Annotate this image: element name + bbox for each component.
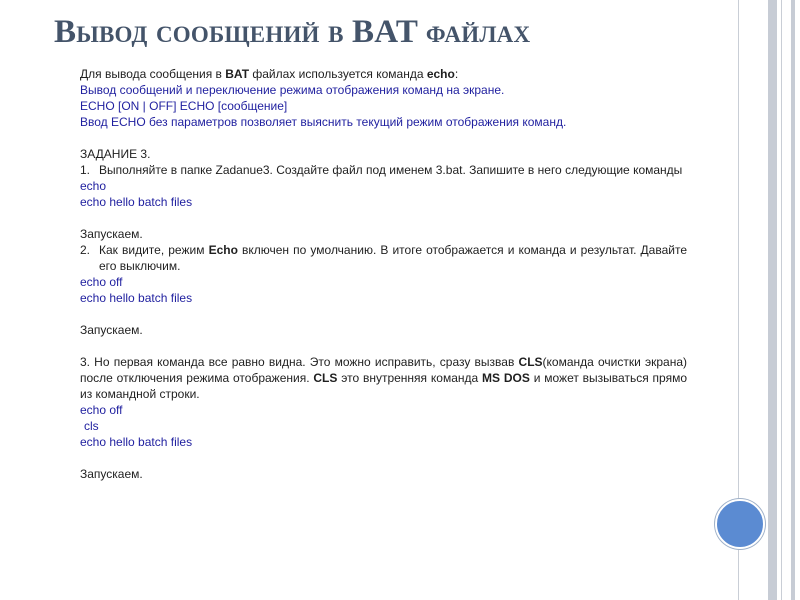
step-3-text-g: и может вызываться прямо из командной строки.	[80, 371, 687, 401]
step-2-text-a: Как видите, режим	[99, 243, 209, 257]
intro-text-2: файлах используется команда	[249, 67, 427, 81]
step-2-number: 2.	[80, 243, 91, 257]
step-1-number: 1.	[80, 163, 91, 177]
step-3-cls: CLS	[518, 355, 543, 369]
step-2-text-c: включен по умолчанию. В итоге отображается и команда и результат. Давайте его выключим.	[99, 243, 688, 273]
step-3-code-2: cls	[84, 419, 99, 433]
step-3-text-a: 3. Но первая команда все равно видна. Это можно исправить, сразу вызвав	[80, 355, 519, 369]
step-3-text	[80, 354, 687, 402]
step-1	[80, 162, 687, 178]
step-1-text: Выполняйте в папке Zadanue3. Создайте файл под именем 3.bat. Запишите в него следующие команды	[99, 163, 683, 177]
step-2-echo: Echo	[208, 243, 238, 257]
step-2-code-2: echo hello batch files	[80, 291, 193, 305]
step-2-code-1: echo off	[80, 275, 123, 289]
step-3-text-e: это внутренняя команда	[337, 371, 483, 385]
step-3-cls-2: CLS	[313, 371, 338, 385]
step-1-code-1: echo	[80, 179, 107, 193]
slide-body	[80, 66, 687, 482]
step-3-msdos: MS DOS	[482, 371, 530, 385]
step-2	[80, 242, 687, 274]
decorative-circle	[715, 499, 765, 549]
step-3-code-3: echo hello batch files	[80, 435, 193, 449]
step-2-run: Запускаем.	[80, 323, 143, 337]
intro-line-4: Ввод ECHO без параметров позволяет выяснить текущий режим отображения команд.	[80, 115, 567, 129]
intro-colon: :	[454, 67, 459, 81]
step-1-code-2: echo hello batch files	[80, 195, 193, 209]
page-title: Вывод сообщений в BAT файлах	[54, 14, 531, 50]
intro-echo: echo	[426, 67, 455, 81]
step-1-run: Запускаем.	[80, 227, 143, 241]
frame-stripe-thin	[791, 0, 795, 600]
step-3-text-c: (команда очистки экрана) после отключения режима отображения.	[80, 355, 687, 385]
step-3-code-1: echo off	[80, 403, 123, 417]
intro-bat: BAT	[225, 67, 250, 81]
intro-line-3: ECHO [ON | OFF] ECHO [сообщение]	[80, 99, 288, 113]
intro-line-1	[80, 66, 687, 82]
step-2-text	[99, 242, 687, 274]
step-3-run: Запускаем.	[80, 467, 143, 481]
intro-line-2: Вывод сообщений и переключение режима отображения команд на экране.	[80, 83, 505, 97]
frame-line-mid	[781, 0, 782, 600]
task-heading: ЗАДАНИЕ 3.	[80, 147, 151, 161]
intro-text: Для вывода сообщения в	[80, 67, 226, 81]
frame-stripe	[768, 0, 777, 600]
